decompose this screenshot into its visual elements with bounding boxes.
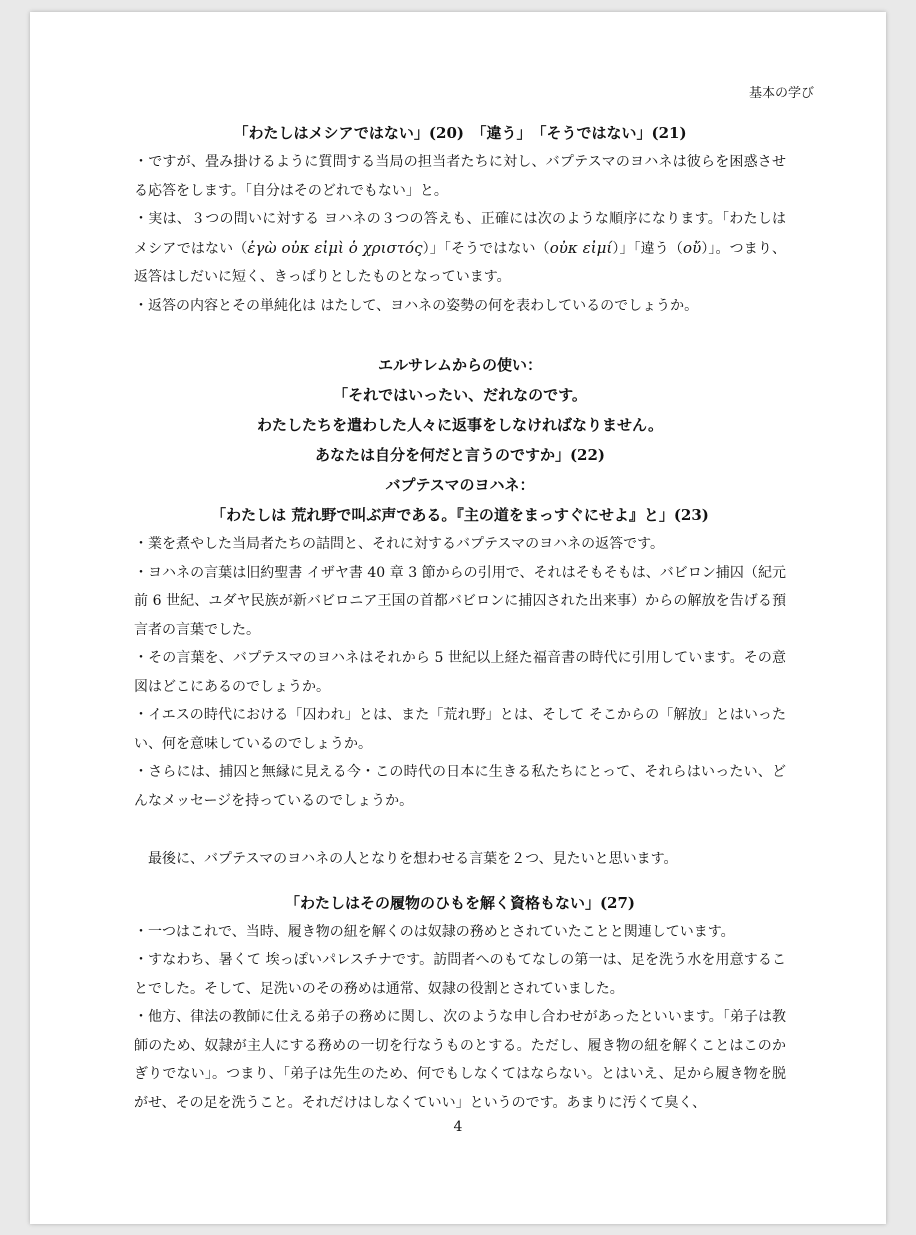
greek-quote: ἐγὼ οὐκ εἰμὶ ὁ χριστός: [247, 238, 423, 257]
text-span: ）」「違う（: [612, 240, 684, 257]
paragraph: ・他方、律法の教師に仕える弟子の務めに関し、次のような申し合わせがあったといいます。「弟子は教師のため、奴隷が主人にする務めの一切を行なうものとする。ただし、履き物の紐を解くことはこのかぎりでない」。つまり、「弟子は先生のため、何でもしなくてはならない。とはいえ、足から履き物を脱がせ、その足を洗うこと。それだけはしなくていい」というのです。あまりに汚くて臭く、: [134, 1009, 786, 1111]
dialogue-heading: わたしたちを遣わした人々に返事をしなければなりません。: [257, 416, 663, 434]
greek-quote: οὔ: [683, 238, 702, 257]
page-number: 4: [453, 1119, 463, 1135]
dialogue-heading: 「わたしは 荒れ野で叫ぶ声である。『主の道をまっすぐにせよ』と」(23): [211, 506, 709, 524]
paragraph: ・ですが、畳み掛けるように質問する当局の担当者たちに対し、バプテスマのヨハネは彼らを困惑させる応答をします。「自分はそのどれでもない」と。: [134, 154, 786, 199]
paragraph: ・すなわち、暑くて 埃っぽいパレスチナです。訪問者へのもてなしの第一は、足を洗う水を用意することでした。そして、足洗いのその務めは通常、奴隷の役割とされていました。: [134, 952, 786, 997]
spacer: [134, 874, 786, 888]
paragraph: ・さらには、捕囚と無縁に見える今・この時代の日本に生きる私たちにとって、それらはいったい、どんなメッセージを持っているのでしょうか。: [134, 764, 786, 809]
dialogue-heading: バプテスマのヨハネ：: [385, 476, 535, 494]
paragraph: ・業を煮やした当局者たちの詰問と、それに対するバプテスマのヨハネの返答です。: [134, 536, 665, 552]
paragraph: ・イエスの時代における「囚われ」とは、また「荒れ野」とは、そして そこからの「解放」とはいったい、何を意味しているのでしょうか。: [134, 707, 786, 752]
paragraph: ・その言葉を、バプテスマのヨハネはそれから 5 世紀以上経た福音書の時代に引用しています。その意図はどこにあるのでしょうか。: [134, 650, 786, 695]
intro-paragraph: 最後に、バプテスマのヨハネの人となりを想わせる言葉を２つ、見たいと思います。: [148, 851, 678, 867]
paragraph: ・返答の内容とその単純化は はたして、ヨハネの姿勢の何を表わしているのでしょうか。: [134, 297, 699, 314]
spacer: [134, 815, 786, 845]
page-content: [134, 118, 786, 1117]
dialogue-heading: あなたは自分を何だと言うのですか」(22): [314, 446, 606, 464]
text-span: ・実は、３つの問いに対する ヨハネの３つの答えも、正確には次のような順序になります。「わたしはメシアではない（: [134, 211, 786, 257]
document-page: [30, 12, 886, 1224]
paragraph: ・一つはこれで、当時、履き物の紐を解くのは奴隷の務めとされていたことと関連しています。: [134, 923, 735, 940]
greek-quote: οὐκ εἰμί: [549, 238, 613, 257]
section-heading: 「わたしはメシアではない」(20) 「違う」 「そうではない」(21): [233, 124, 687, 142]
text-span: ）」「そうではない（: [422, 240, 550, 257]
section-heading: 「わたしはその履物のひもを解く資格もない」(27): [284, 893, 636, 912]
spacer: [134, 320, 786, 350]
dialogue-heading: エルサレムからの使い：: [377, 356, 543, 374]
running-header: 基本の学び: [748, 86, 814, 101]
text-span: ）」。つまり、返答はしだいに短く、きっぱりとしたものとなっています。: [134, 240, 787, 285]
dialogue-heading: 「それではいったい、だれなのです。: [333, 386, 587, 404]
paragraph-with-greek: [134, 205, 786, 292]
paragraph: ・ヨハネの言葉は旧約聖書 イザヤ書 40 章 3 節からの引用で、それはそもそもは、バビロン捕囚（紀元前 6 世紀、ユダヤ民族が新バビロニア王国の首都バビロンに捕囚された出来事）からの解放を告げる預言者の言葉でした。: [134, 564, 786, 638]
